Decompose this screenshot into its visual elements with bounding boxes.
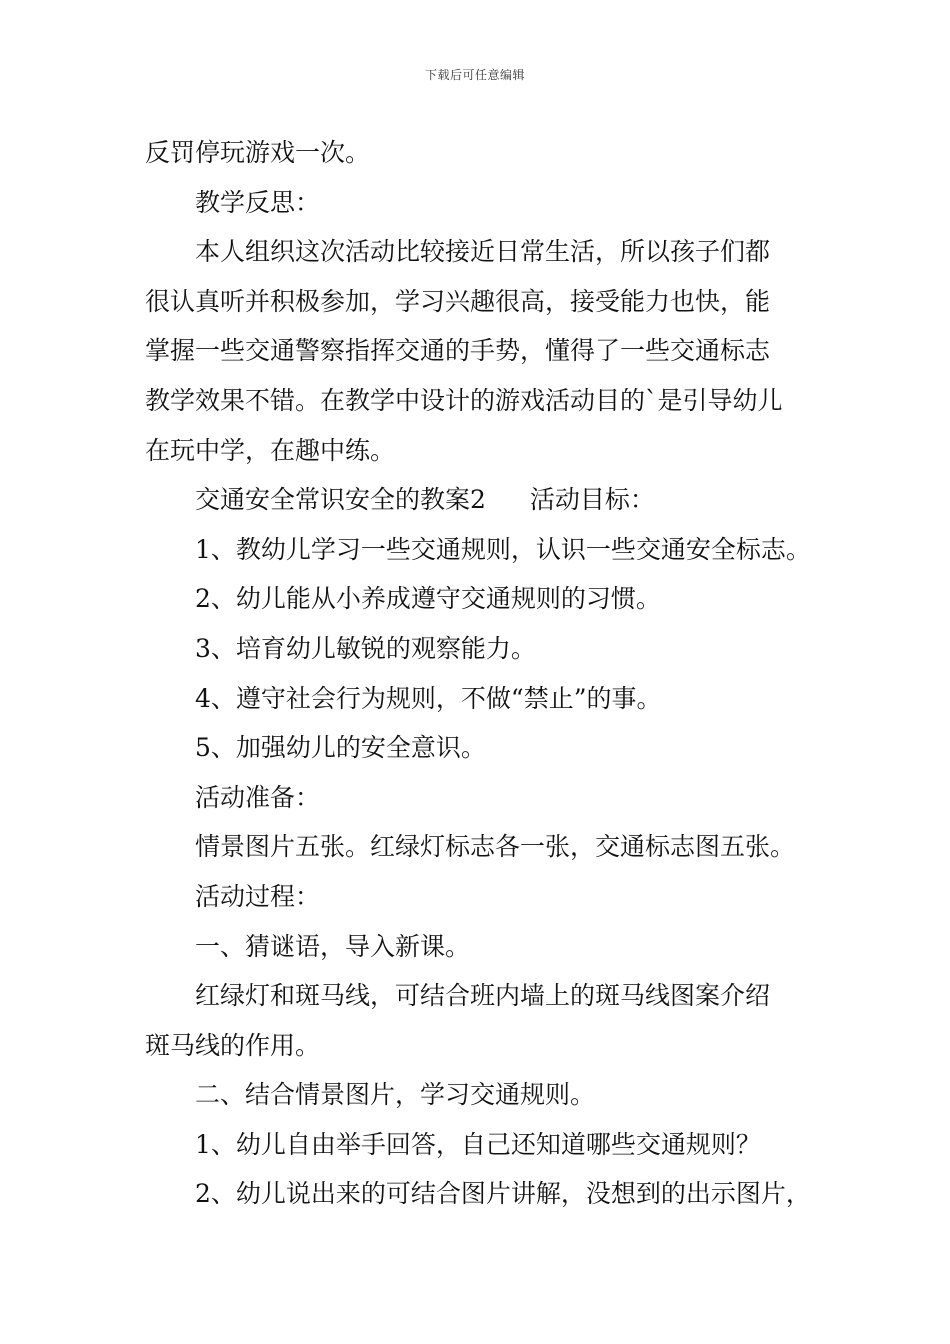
text-line: 很认真听并积极参加，学习兴趣很高，接受能力也快，能 (145, 286, 771, 316)
text-line: 1、教幼儿学习一些交通规则，认识一些交通安全标志。 (195, 534, 811, 564)
text-line: 1、幼儿自由举手回答，自己还知道哪些交通规则？ (195, 1129, 761, 1159)
text-line: 5、加强幼儿的安全意识。 (195, 733, 486, 763)
objectives-heading: 活动目标： (529, 485, 655, 515)
section-title-line (145, 475, 815, 525)
document-body (145, 128, 815, 1219)
text-line: 教学反思： (195, 187, 321, 217)
text-line: 情景图片五张。红绿灯标志各一张，交通标志图五张。 (195, 832, 796, 862)
text-line: 红绿灯和斑马线，可结合班内墙上的斑马线图案介绍 (195, 981, 771, 1011)
text-line: 2、幼儿能从小养成遵守交通规则的习惯。 (195, 584, 661, 614)
text-line: 一、猜谜语，导入新课。 (195, 931, 471, 961)
section-title: 交通安全常识安全的教案2 (195, 485, 486, 515)
text-line: 活动过程： (195, 881, 321, 911)
text-line: 本人组织这次活动比较接近日常生活，所以孩子们都 (195, 237, 771, 267)
text-line: 2、幼儿说出来的可结合图片讲解，没想到的出示图片， (195, 1179, 811, 1209)
text-line: 4、遵守社会行为规则，不做“禁止”的事。 (195, 683, 662, 713)
text-line: 二、结合情景图片，学习交通规则。 (195, 1080, 596, 1110)
page-header: 下载后可任意编辑 (424, 68, 525, 82)
text-line: 3、培育幼儿敏锐的观察能力。 (195, 633, 536, 663)
text-line: 在玩中学，在趣中练。 (145, 435, 396, 465)
text-line: 反罚停玩游戏一次。 (145, 138, 371, 167)
text-line: 斑马线的作用。 (145, 1030, 321, 1060)
text-line: 教学效果不错。在教学中设计的游戏活动目的`是引导幼儿 (145, 385, 783, 415)
text-line: 掌握一些交通警察指挥交通的手势，懂得了一些交通标志 (145, 336, 771, 366)
text-line: 活动准备： (195, 782, 321, 812)
